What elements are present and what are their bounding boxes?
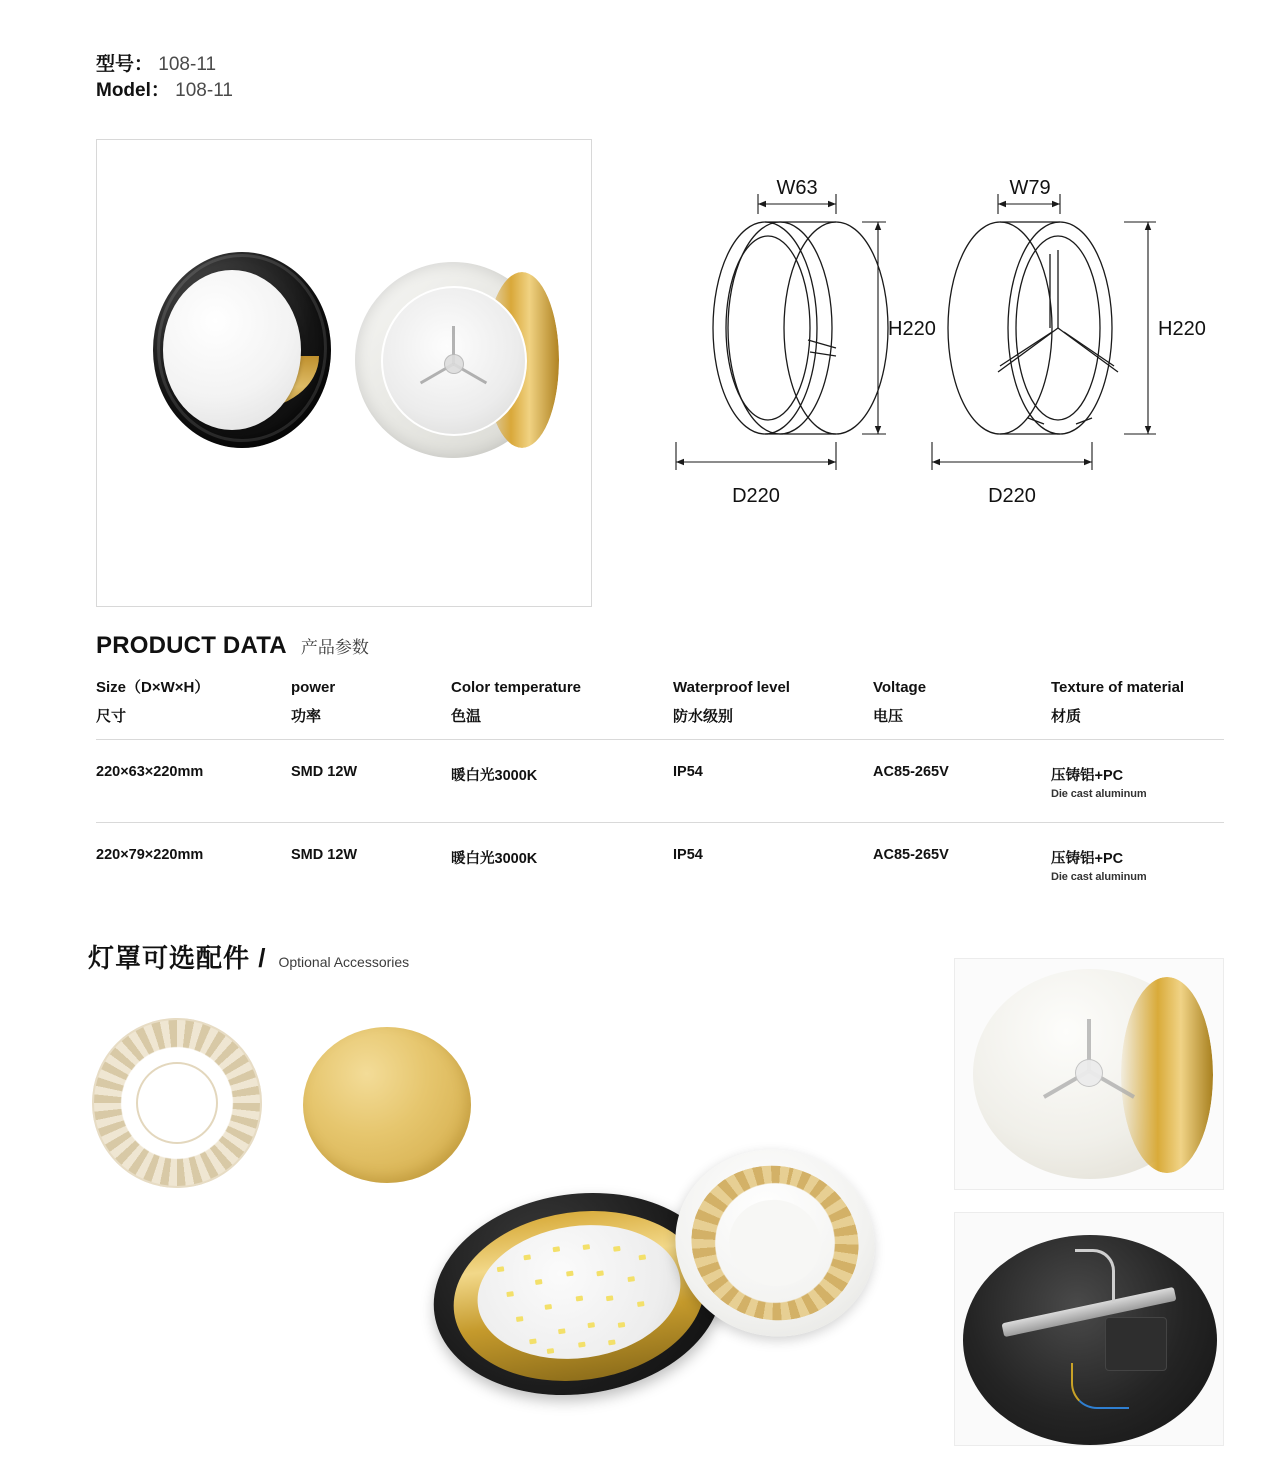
col-header-size: Size（D×W×H） 尺寸 [96,679,210,726]
cell-material: 压铸铝+PC Die cast aluminum [1051,822,1224,905]
detail-photo-interior [954,1212,1224,1446]
cell-power: SMD 12W [291,739,451,822]
reflector-hub [444,354,464,374]
right-diameter-label: D220 [988,485,1036,507]
accessories-heading [88,938,409,975]
product-data-title-cn: 产品参数 [300,638,369,657]
wiring [1071,1363,1129,1409]
col-header-waterproof-level: Waterproof level 防水级别 [673,679,790,726]
dimension-drawing-svg [640,180,1240,560]
detail-reflector-hub [1075,1059,1103,1087]
product-data-heading [96,632,369,660]
detail-photo-front [954,958,1224,1190]
cell-voltage: AC85-265V [873,822,1051,905]
model-value-en: 108-11 [175,80,233,101]
cell-waterproof: IP54 [673,739,873,822]
left-height-label: H220 [888,318,936,340]
col-header-power: power 功率 [291,679,336,726]
ring-inner-edge [136,1062,218,1144]
right-width-label: W79 [1009,180,1051,199]
cell-power: SMD 12W [291,822,451,905]
right-height-label: H220 [1158,318,1206,340]
col-header-material: Texture of material 材质 [1051,679,1185,726]
cell-color-temperature: 暖白光3000K [451,739,673,822]
product-data-table [96,672,1224,905]
table-row [96,822,1224,905]
cell-color-temperature: 暖白光3000K [451,822,673,905]
model-label-en: Model： [96,80,170,101]
model-line-cn [96,52,233,78]
cell-voltage: AC85-265V [873,739,1051,822]
lamp-open-reflector-image [355,262,555,462]
exploded-fixture-image [425,1150,895,1410]
lamp-outer-ring [157,254,327,442]
model-line-en [96,78,233,104]
cell-waterproof: IP54 [673,822,873,905]
cell-material: 压铸铝+PC Die cast aluminum [1051,739,1224,822]
technical-drawings [640,180,1240,560]
accessories-title-cn: 灯罩可选配件 / [88,943,267,973]
model-value-cn: 108-11 [158,54,217,75]
accessories-title-en: Optional Accessories [278,954,410,970]
cell-size: 220×63×220mm [96,739,291,822]
model-header [96,52,233,104]
detail-tri-reflector [1029,1011,1149,1129]
cable-gland [1075,1249,1115,1303]
product-photo-frame [96,139,592,607]
product-data-title-en: PRODUCT DATA [96,632,287,659]
accessory-greek-key-ring [92,1018,262,1188]
lamp-black-bezel-image [153,252,343,464]
left-width-label: W63 [776,180,818,199]
table-row [96,739,1224,822]
col-header-color-temperature: Color temperature 色温 [451,679,582,726]
col-header-voltage: Voltage 电压 [873,679,927,726]
left-diameter-label: D220 [732,485,780,507]
lamp-tri-reflector [411,320,497,404]
model-label-cn: 型号： [96,54,154,75]
cell-size: 220×79×220mm [96,822,291,905]
